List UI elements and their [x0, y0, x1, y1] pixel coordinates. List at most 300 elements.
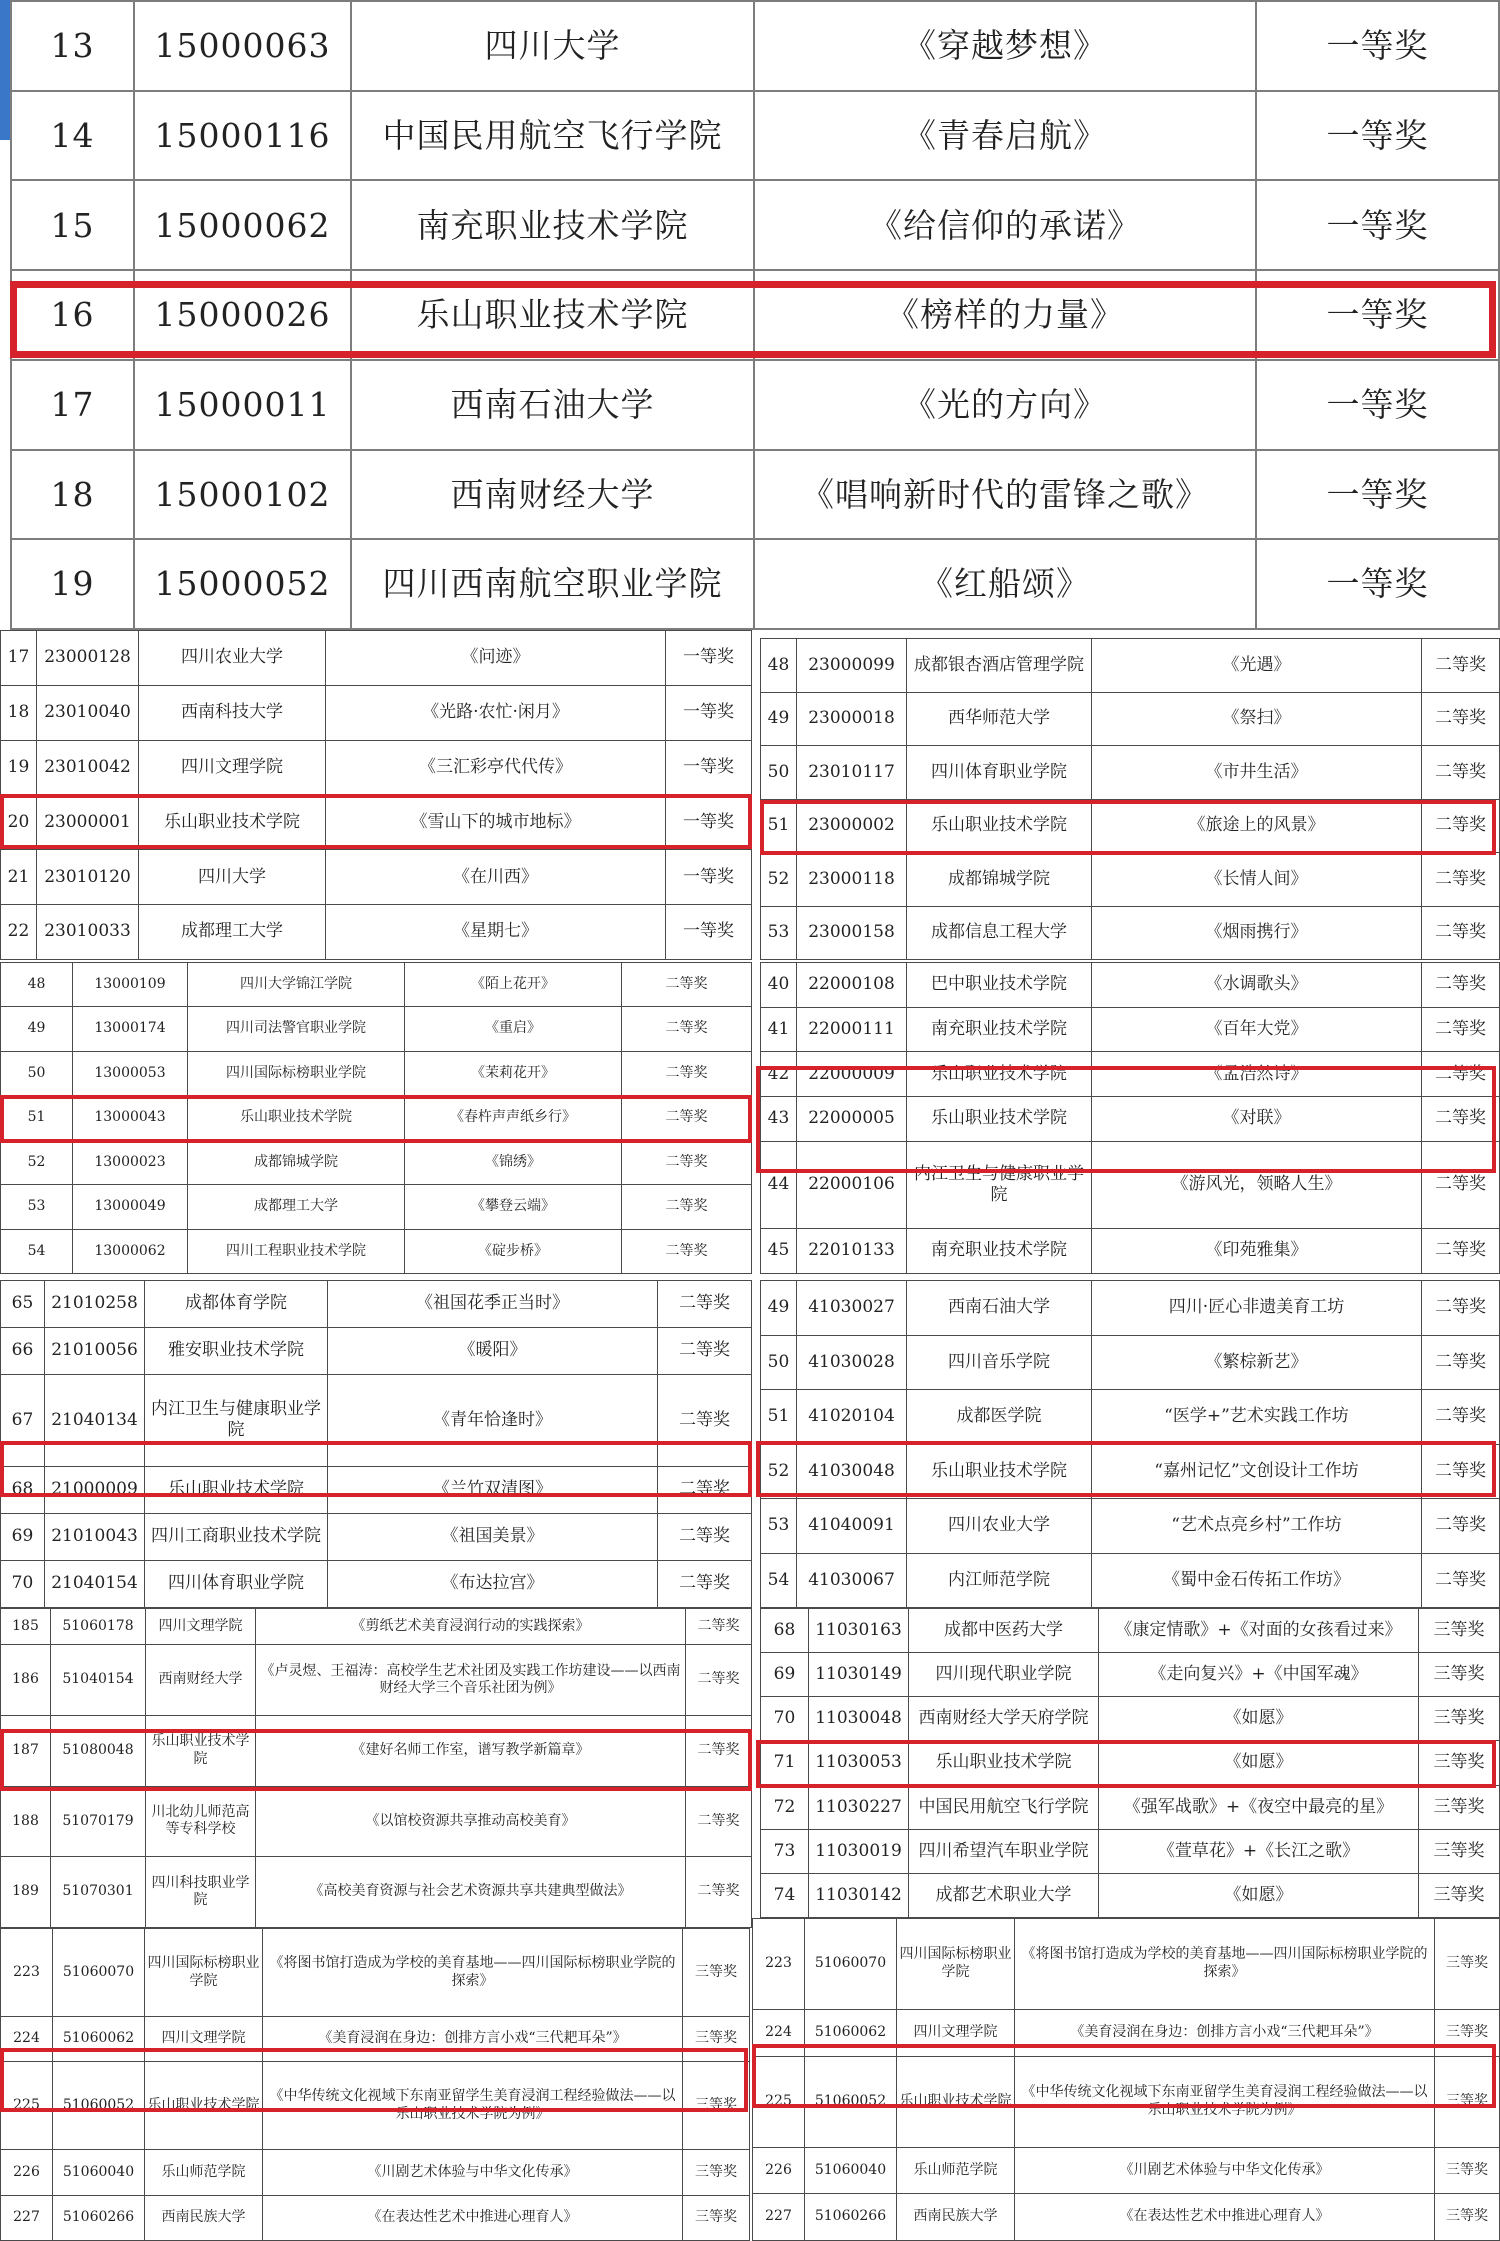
cell-title: 《游风光，领略人生》 [1092, 1141, 1422, 1228]
table [10, 0, 1500, 630]
cell-school: 四川工商职业技术学院 [145, 1513, 328, 1560]
cell-rank: 53 [761, 1499, 797, 1554]
cell-rank: 18 [11, 450, 134, 540]
award-table-2 [0, 630, 752, 960]
cell-rank: 68 [1, 1466, 45, 1513]
cell-rank: 227 [753, 2194, 805, 2241]
cell-rank: 49 [1, 1007, 73, 1051]
award-table-4 [0, 962, 752, 1274]
cell-award: 二等奖 [622, 1051, 752, 1095]
cell-id: 51060178 [51, 1609, 146, 1645]
cell-id: 51060040 [53, 2150, 145, 2195]
table-row [1, 1375, 752, 1467]
cell-rank: 48 [761, 639, 797, 693]
cell-school: 四川现代职业学院 [909, 1653, 1099, 1697]
cell-title: 《祖国美景》 [328, 1513, 658, 1560]
cell-id: 23010117 [797, 746, 907, 800]
cell-id: 51060062 [805, 2009, 897, 2056]
cell-id: 41020104 [797, 1390, 907, 1445]
cell-school: 内江卫生与健康职业学院 [907, 1141, 1092, 1228]
cell-rank: 49 [761, 692, 797, 746]
cell-school: 四川文理学院 [897, 2009, 1015, 2056]
cell-id: 41030028 [797, 1335, 907, 1390]
cell-school: 四川希望汽车职业学院 [909, 1829, 1099, 1873]
cell-title: 《对联》 [1092, 1097, 1422, 1142]
cell-title: 《中华传统文化视域下东南亚留学生美育浸润工程经验做法——以乐山职业技术学院为例》 [1015, 2056, 1435, 2147]
table-row [1, 1645, 752, 1716]
cell-id: 23000002 [797, 799, 907, 853]
cell-id: 13000109 [73, 963, 188, 1007]
cell-title: 《碇步桥》 [405, 1229, 622, 1273]
cell-award: 二等奖 [622, 1007, 752, 1051]
cell-title: 《旅途上的风景》 [1092, 799, 1422, 853]
cell-school: 内江卫生与健康职业学院 [145, 1375, 328, 1467]
table-row [1, 850, 752, 905]
cell-id: 11030053 [809, 1741, 909, 1785]
table [0, 962, 752, 1274]
cell-title: 《走向复兴》+《中国军魂》 [1099, 1653, 1419, 1697]
cell-award: 三等奖 [1435, 2147, 1500, 2194]
cell-school: 四川司法警官职业学院 [188, 1007, 405, 1051]
cell-award: 三等奖 [1419, 1873, 1500, 1917]
cell-rank: 44 [761, 1141, 797, 1228]
cell-award: 二等奖 [1422, 1007, 1500, 1052]
cell-id: 23000001 [37, 795, 139, 850]
cell-school: 成都医学院 [907, 1390, 1092, 1445]
cell-school: 南充职业技术学院 [907, 1007, 1092, 1052]
cell-rank: 17 [1, 631, 37, 686]
cell-id: 11030019 [809, 1829, 909, 1873]
cell-award: 三等奖 [1419, 1653, 1500, 1697]
table-row [11, 360, 1499, 450]
cell-award: 三等奖 [1419, 1741, 1500, 1785]
cell-id: 23000018 [797, 692, 907, 746]
cell-id: 13000023 [73, 1140, 188, 1184]
cell-school: 南充职业技术学院 [351, 180, 754, 270]
cell-title: 《锦绣》 [405, 1140, 622, 1184]
cell-award: 二等奖 [1422, 1499, 1500, 1554]
table [0, 1928, 750, 2241]
cell-rank: 224 [753, 2009, 805, 2056]
award-table-10 [0, 1928, 750, 2241]
cell-school: 乐山职业技术学院 [145, 1466, 328, 1513]
cell-id: 23010120 [37, 850, 139, 905]
cell-title: “艺术点亮乡村”工作坊 [1092, 1499, 1422, 1554]
table [760, 1280, 1500, 1608]
table-row [1, 1466, 752, 1513]
cell-id: 15000102 [134, 450, 351, 540]
cell-award: 二等奖 [658, 1513, 752, 1560]
table-row [761, 1444, 1500, 1499]
cell-title: 《祖国花季正当时》 [328, 1281, 658, 1328]
cell-title: 《茉莉花开》 [405, 1051, 622, 1095]
table [760, 962, 1500, 1274]
table-row [761, 1499, 1500, 1554]
cell-school: 成都银杏酒店管理学院 [907, 639, 1092, 693]
table-row [1, 795, 752, 850]
cell-school: 四川体育职业学院 [145, 1560, 328, 1607]
cell-title: 《布达拉宫》 [328, 1560, 658, 1607]
cell-school: 乐山职业技术学院 [146, 1715, 256, 1786]
cell-school: 西华师范大学 [907, 692, 1092, 746]
cell-title: 《给信仰的承诺》 [754, 180, 1256, 270]
cell-id: 11030142 [809, 1873, 909, 1917]
cell-rank: 70 [1, 1560, 45, 1607]
cell-id: 22010133 [797, 1229, 907, 1274]
table-row [761, 692, 1500, 746]
table-row [761, 1229, 1500, 1274]
cell-award: 一等奖 [1256, 270, 1499, 360]
cell-title: 《中华传统文化视域下东南亚留学生美育浸润工程经验做法——以乐山职业技术学院为例》 [263, 2062, 683, 2150]
cell-school: 乐山职业技术学院 [351, 270, 754, 360]
cell-award: 二等奖 [686, 1715, 752, 1786]
cell-id: 51060052 [805, 2056, 897, 2147]
cell-title: 《将图书馆打造成为学校的美育基地——四川国际标榜职业学院的探索》 [1015, 1919, 1435, 2010]
cell-rank: 69 [761, 1653, 809, 1697]
cell-school: 内江师范学院 [907, 1553, 1092, 1608]
cell-award: 二等奖 [1422, 1444, 1500, 1499]
award-table-1 [10, 0, 1500, 630]
cell-school: 成都艺术职业大学 [909, 1873, 1099, 1917]
table-row [11, 180, 1499, 270]
cell-title: 《萱草花》+《长江之歌》 [1099, 1829, 1419, 1873]
cell-school: 四川体育职业学院 [907, 746, 1092, 800]
cell-title: 《卢灵煜、王福涛：高校学生艺术社团及实践工作坊建设——以西南财经大学三个音乐社团为例》 [256, 1645, 686, 1716]
cell-id: 11030163 [809, 1609, 909, 1653]
cell-title: 《光的方向》 [754, 360, 1256, 450]
cell-award: 二等奖 [1422, 1281, 1500, 1336]
cell-award: 二等奖 [1422, 746, 1500, 800]
table-row [1, 1281, 752, 1328]
cell-id: 22000005 [797, 1097, 907, 1142]
cell-title: 《问迹》 [326, 631, 666, 686]
cell-school: 巴中职业技术学院 [907, 963, 1092, 1008]
cell-id: 41030067 [797, 1553, 907, 1608]
cell-award: 二等奖 [686, 1609, 752, 1645]
table-row [1, 963, 752, 1007]
cell-rank: 188 [1, 1786, 51, 1857]
cell-title: 《如愿》 [1099, 1697, 1419, 1741]
cell-award: 一等奖 [666, 631, 752, 686]
cell-id: 15000063 [134, 1, 351, 91]
cell-title: 《强军战歌》+《夜空中最亮的星》 [1099, 1785, 1419, 1829]
cell-award: 二等奖 [622, 1140, 752, 1184]
table-row [1, 905, 752, 960]
cell-award: 三等奖 [1419, 1785, 1500, 1829]
cell-title: 《在表达性艺术中推进心理育人》 [263, 2195, 683, 2240]
cell-school: 西南民族大学 [145, 2195, 263, 2240]
cell-title: 《建好名师工作室，谱写教学新篇章》 [256, 1715, 686, 1786]
cell-rank: 52 [1, 1140, 73, 1184]
cell-title: 《在表达性艺术中推进心理育人》 [1015, 2194, 1435, 2241]
cell-rank: 15 [11, 180, 134, 270]
table-row [1, 1857, 752, 1928]
cell-rank: 69 [1, 1513, 45, 1560]
cell-title: 四川·匠心非遗美育工坊 [1092, 1281, 1422, 1336]
cell-school: 乐山职业技术学院 [907, 1052, 1092, 1097]
cell-title: 《印苑雅集》 [1092, 1229, 1422, 1274]
cell-id: 51070301 [51, 1857, 146, 1928]
cell-title: 《雪山下的城市地标》 [326, 795, 666, 850]
cell-rank: 13 [11, 1, 134, 91]
cell-school: 乐山职业技术学院 [139, 795, 326, 850]
cell-id: 51070179 [51, 1786, 146, 1857]
cell-id: 23010042 [37, 740, 139, 795]
cell-rank: 226 [753, 2147, 805, 2194]
table [760, 638, 1500, 960]
cell-award: 二等奖 [658, 1466, 752, 1513]
table-row [761, 1873, 1500, 1917]
cell-id: 23000128 [37, 631, 139, 686]
table-row [1, 2017, 750, 2062]
cell-rank: 42 [761, 1052, 797, 1097]
cell-rank: 74 [761, 1873, 809, 1917]
cell-id: 22000009 [797, 1052, 907, 1097]
cell-award: 二等奖 [1422, 1390, 1500, 1445]
cell-id: 11030227 [809, 1785, 909, 1829]
table-row [761, 1281, 1500, 1336]
cell-rank: 50 [1, 1051, 73, 1095]
cell-school: 成都锦城学院 [188, 1140, 405, 1184]
award-table-9 [760, 1608, 1500, 1918]
cell-award: 二等奖 [658, 1375, 752, 1467]
cell-id: 15000052 [134, 539, 351, 629]
cell-id: 15000116 [134, 91, 351, 181]
table-row [761, 1785, 1500, 1829]
table-row [761, 746, 1500, 800]
cell-id: 22000106 [797, 1141, 907, 1228]
cell-school: 四川大学 [351, 1, 754, 91]
cell-rank: 226 [1, 2150, 53, 2195]
cell-award: 一等奖 [1256, 360, 1499, 450]
table-row [1, 1051, 752, 1095]
table-row [11, 1, 1499, 91]
cell-id: 51060266 [53, 2195, 145, 2240]
cell-school: 西南财经大学天府学院 [909, 1697, 1099, 1741]
cell-id: 51060062 [53, 2017, 145, 2062]
cell-title: 《繁棕新艺》 [1092, 1335, 1422, 1390]
cell-rank: 185 [1, 1609, 51, 1645]
table [752, 1918, 1500, 2241]
cell-school: 成都理工大学 [188, 1185, 405, 1229]
cell-award: 三等奖 [1419, 1829, 1500, 1873]
cell-title: 《唱响新时代的雷锋之歌》 [754, 450, 1256, 540]
cell-id: 13000062 [73, 1229, 188, 1273]
cell-school: 乐山师范学院 [897, 2147, 1015, 2194]
cell-title: 《春杵声声纸乡行》 [405, 1096, 622, 1140]
cell-title: 《蜀中金石传拓工作坊》 [1092, 1553, 1422, 1608]
table-row [761, 799, 1500, 853]
table [0, 630, 752, 960]
table-row [1, 1096, 752, 1140]
cell-id: 51080048 [51, 1715, 146, 1786]
cell-school: 四川音乐学院 [907, 1335, 1092, 1390]
cell-title: 《陌上花开》 [405, 963, 622, 1007]
cell-rank: 224 [1, 2017, 53, 2062]
cell-title: 《青春启航》 [754, 91, 1256, 181]
cell-rank: 53 [761, 906, 797, 960]
cell-rank: 223 [753, 1919, 805, 2010]
cell-id: 23000118 [797, 853, 907, 907]
cell-title: 《百年大党》 [1092, 1007, 1422, 1052]
cell-title: 《烟雨携行》 [1092, 906, 1422, 960]
cell-rank: 52 [761, 853, 797, 907]
cell-id: 41030048 [797, 1444, 907, 1499]
cell-id: 15000011 [134, 360, 351, 450]
cell-school: 乐山职业技术学院 [907, 1097, 1092, 1142]
cell-award: 三等奖 [1435, 2009, 1500, 2056]
table-row [753, 2056, 1500, 2147]
table-row [1, 1328, 752, 1375]
cell-title: 《如愿》 [1099, 1873, 1419, 1917]
cell-id: 21000009 [45, 1466, 145, 1513]
cell-award: 一等奖 [666, 905, 752, 960]
cell-award: 三等奖 [683, 2150, 750, 2195]
cell-school: 西南石油大学 [907, 1281, 1092, 1336]
table-row [753, 2147, 1500, 2194]
table-row [761, 1390, 1500, 1445]
table-row [1, 1140, 752, 1184]
cell-rank: 50 [761, 746, 797, 800]
cell-id: 21010043 [45, 1513, 145, 1560]
cell-school: 西南石油大学 [351, 360, 754, 450]
table-row [1, 1715, 752, 1786]
cell-title: 《祭扫》 [1092, 692, 1422, 746]
table-row [1, 1185, 752, 1229]
cell-school: 成都中医药大学 [909, 1609, 1099, 1653]
cell-title: 《将图书馆打造成为学校的美育基地——四川国际标榜职业学院的探索》 [263, 1929, 683, 2017]
award-table-6 [0, 1280, 752, 1608]
table-row [1, 1513, 752, 1560]
cell-award: 二等奖 [622, 1229, 752, 1273]
table-row [761, 1553, 1500, 1608]
cell-title: 《在川西》 [326, 850, 666, 905]
cell-school: 成都理工大学 [139, 905, 326, 960]
cell-school: 成都体育学院 [145, 1281, 328, 1328]
table-row [753, 2194, 1500, 2241]
table-row [761, 1697, 1500, 1741]
cell-school: 乐山职业技术学院 [188, 1096, 405, 1140]
cell-award: 三等奖 [683, 1929, 750, 2017]
cell-award: 二等奖 [1422, 1229, 1500, 1274]
cell-rank: 21 [1, 850, 37, 905]
cell-award: 二等奖 [622, 963, 752, 1007]
cell-school: 雅安职业技术学院 [145, 1328, 328, 1375]
table-row [1, 1929, 750, 2017]
cell-school: 乐山职业技术学院 [909, 1741, 1099, 1785]
table-row [1, 685, 752, 740]
cell-school: 四川国际标榜职业学院 [897, 1919, 1015, 2010]
cell-school: 四川农业大学 [907, 1499, 1092, 1554]
cell-school: 西南民族大学 [897, 2194, 1015, 2241]
table-row [761, 1141, 1500, 1228]
cell-award: 一等奖 [1256, 1, 1499, 91]
cell-award: 二等奖 [686, 1786, 752, 1857]
cell-id: 15000062 [134, 180, 351, 270]
award-table-8 [0, 1608, 752, 1928]
cell-rank: 48 [1, 963, 73, 1007]
table-row [753, 1919, 1500, 2010]
cell-title: 《穿越梦想》 [754, 1, 1256, 91]
accent-bar [0, 0, 10, 140]
table-row [761, 1653, 1500, 1697]
cell-title: 《红船颂》 [754, 539, 1256, 629]
table-row [1, 2062, 750, 2150]
cell-rank: 22 [1, 905, 37, 960]
cell-award: 二等奖 [1422, 1335, 1500, 1390]
cell-school: 乐山师范学院 [145, 2150, 263, 2195]
cell-title: 《兰竹双清图》 [328, 1466, 658, 1513]
cell-id: 23010040 [37, 685, 139, 740]
cell-award: 二等奖 [1422, 963, 1500, 1008]
cell-award: 二等奖 [658, 1328, 752, 1375]
table-row [11, 270, 1499, 360]
table-row [1, 1609, 752, 1645]
cell-rank: 67 [1, 1375, 45, 1467]
cell-title: 《孟浩然诗》 [1092, 1052, 1422, 1097]
cell-title: 《暖阳》 [328, 1328, 658, 1375]
cell-title: 《美育浸润在身边：创排方言小戏“三代耙耳朵”》 [1015, 2009, 1435, 2056]
cell-rank: 227 [1, 2195, 53, 2240]
cell-id: 13000174 [73, 1007, 188, 1051]
cell-award: 三等奖 [1435, 1919, 1500, 2010]
cell-rank: 71 [761, 1741, 809, 1785]
table-row [761, 1741, 1500, 1785]
cell-id: 11030149 [809, 1653, 909, 1697]
cell-award: 三等奖 [1435, 2056, 1500, 2147]
cell-school: 西南财经大学 [146, 1645, 256, 1716]
table [760, 1608, 1500, 1918]
cell-school: 乐山职业技术学院 [907, 799, 1092, 853]
cell-school: 四川农业大学 [139, 631, 326, 686]
cell-rank: 65 [1, 1281, 45, 1328]
cell-title: “嘉州记忆”文创设计工作坊 [1092, 1444, 1422, 1499]
cell-award: 三等奖 [1435, 2194, 1500, 2241]
cell-rank: 16 [11, 270, 134, 360]
cell-id: 23000158 [797, 906, 907, 960]
table [0, 1608, 752, 1928]
table-row [1, 2195, 750, 2240]
cell-rank: 186 [1, 1645, 51, 1716]
cell-rank: 19 [11, 539, 134, 629]
cell-school: 四川工程职业技术学院 [188, 1229, 405, 1273]
table-row [761, 1097, 1500, 1142]
cell-school: 四川文理学院 [139, 740, 326, 795]
cell-school: 四川西南航空职业学院 [351, 539, 754, 629]
cell-school: 乐山职业技术学院 [897, 2056, 1015, 2147]
cell-award: 二等奖 [622, 1096, 752, 1140]
cell-award: 一等奖 [1256, 180, 1499, 270]
cell-rank: 51 [1, 1096, 73, 1140]
table-row [1, 1007, 752, 1051]
cell-id: 15000026 [134, 270, 351, 360]
table [0, 1280, 752, 1608]
cell-award: 一等奖 [666, 740, 752, 795]
cell-school: 成都锦城学院 [907, 853, 1092, 907]
cell-id: 41040091 [797, 1499, 907, 1554]
cell-award: 二等奖 [1422, 853, 1500, 907]
cell-school: 南充职业技术学院 [907, 1229, 1092, 1274]
cell-rank: 50 [761, 1335, 797, 1390]
cell-award: 二等奖 [686, 1645, 752, 1716]
cell-id: 51060266 [805, 2194, 897, 2241]
cell-rank: 20 [1, 795, 37, 850]
cell-award: 二等奖 [658, 1560, 752, 1607]
cell-title: 《光路·农忙·闲月》 [326, 685, 666, 740]
table-row [761, 1609, 1500, 1653]
cell-title: 《光遇》 [1092, 639, 1422, 693]
cell-award: 三等奖 [1419, 1697, 1500, 1741]
